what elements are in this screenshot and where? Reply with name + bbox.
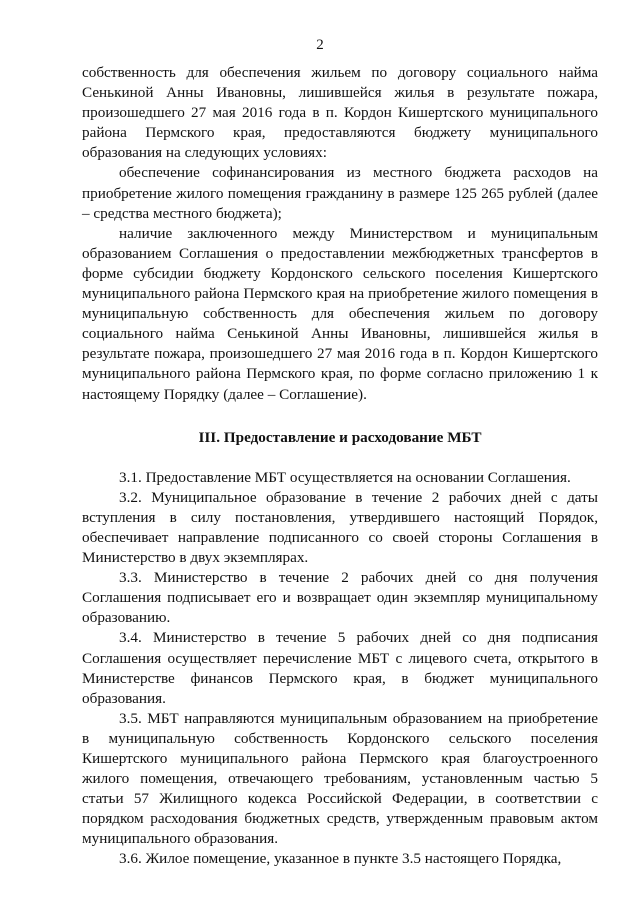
section-heading: III. Предоставление и расходование МБТ — [198, 428, 482, 446]
page-number: 2 — [316, 37, 324, 53]
document-body — [82, 63, 598, 870]
clause-paragraph: 3.3. Министерство в течение 2 рабочих дней со дня получения Соглашения подписывает его и возвращает один экземпляр муниципальному образованию. — [82, 569, 598, 627]
condition-paragraph: обеспечение софинансирования из местного бюджета расходов на приобретение жилого помещения гражданину в размере 125 265 рублей (далее – средства местного бюджета); — [82, 164, 598, 222]
clause-paragraph: 3.5. МБТ направляются муниципальным образованием на приобретение в муниципальную собственность Кордонского сельского поселения Кишертского муниципального района Пермского края благоустроенного жилого помещения, отвечающего требованиям, установленным частью 5 статьи 57 Жилищного кодекса Российской Федерации, в соответствии с порядком расходования бюджетных средств, утвержденным правовым актом муниципального образования. — [82, 709, 598, 848]
clause-paragraph: 3.1. Предоставление МБТ осуществляется на основании Соглашения. — [119, 468, 571, 486]
intro-paragraph: собственность для обеспечения жильем по договору социального найма Сенькиной Анны Ивановны, лишившейся жилья в результате пожара, произошедшего 27 мая 2016 года в п. Кордон Кишертского муниципального района Пермского края, предоставляются бюджету муниципального образования на следующих условиях: — [82, 64, 598, 162]
condition-paragraph: наличие заключенного между Министерством и муниципальным образованием Соглашения о предоставлении межбюджетных трансфертов в форме субсидии бюджету Кордонского сельского поселения Кишертского муниципального района Пермского края на приобретение жилого помещения в муниципальную собственность для обеспечения жильем по договору социального найма Сенькиной Анны Ивановны, лишившейся жилья в результате пожара, произошедшего 27 мая 2016 года в п. Кордон Кишертского муниципального района Пермского края, по форме согласно приложению 1 к настоящему Порядку (далее – Соглашение). — [82, 224, 598, 403]
clause-paragraph: 3.4. Министерство в течение 5 рабочих дней со дня подписания Соглашения осуществляет перечисление МБТ с лицевого счета, открытого в Министерстве финансов Пермского края, в бюджет муниципального образования. — [82, 629, 598, 707]
clause-paragraph: 3.2. Муниципальное образование в течение 2 рабочих дней с даты вступления в силу постановления, утвердившего настоящий Порядок, обеспечивает направление подписанного со своей стороны Соглашения в Министерство в двух экземплярах. — [82, 488, 598, 567]
clause-paragraph: 3.6. Жилое помещение, указанное в пункте 3.5 настоящего Порядка, — [119, 850, 562, 868]
